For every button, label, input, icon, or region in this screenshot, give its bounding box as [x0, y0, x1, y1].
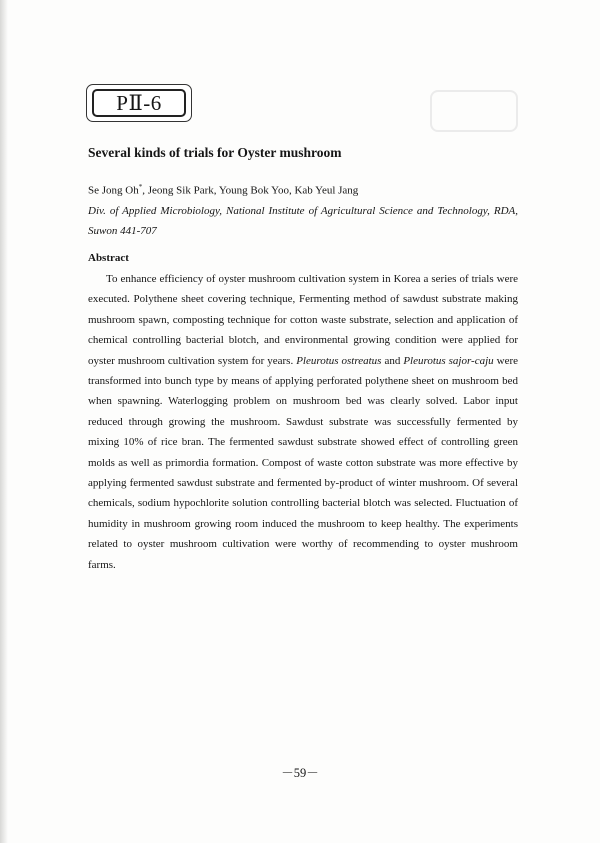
species-name: Pleurotus sajor-caju — [403, 354, 494, 367]
abstract-heading: Abstract — [88, 252, 129, 264]
other-authors: , Jeong Sik Park, Young Bok Yoo, Kab Yeul Jang — [142, 184, 359, 197]
page-edge-shadow — [0, 0, 8, 843]
bleed-through-badge — [430, 90, 518, 132]
abstract-paragraph: To enhance efficiency of oyster mushroom cultivation system in Korea a series of trials were executed. Polythene sheet covering technique, Fermenting method of sawdust substrate making mushroom spawn, composting technique for cotton waste substrate, selection and application of chemical controlling bacterial blotch, and environmental growing condition were applied for oyster mushroom cultivation system for years. Pleurotus ostreatus and Pleurotus sajor-caju were transformed into bunch type by means of applying perforated polythene sheet on mushroom bed when spawning. Waterlogging problem on mushroom bed was clearly solved. Labor input reduced through growing the mushroom. Sawdust substrate was successfully fermented by mixing 10% of rice bran. The fermented sawdust substrate showed effect of controlling green molds as well as primordia formation. Compost of waste cotton substrate was more effective by applying fermented sawdust substrate and fermented by-product of winter mushroom. Of several chemicals, sodium hypochlorite solution controlling bacterial blotch was selected. Fluctuation of humidity in mushroom growing room induced the mushroom to keep healthy. The experiments related to oyster mushroom cultivation were worthy of recommending to oyster mushroom farms. — [88, 273, 519, 571]
first-author: Se Jong Oh — [88, 184, 139, 197]
corresponding-mark: * — [138, 183, 143, 191]
abstract-body — [88, 269, 518, 575]
session-badge — [86, 84, 192, 122]
author-line — [88, 183, 358, 197]
paper-title: Several kinds of trials for Oyster mushroom — [88, 145, 342, 160]
affiliation: Div. of Applied Microbiology, National Institute of Agricultural Science and Technology, RDA, Suwon 441-707 — [88, 205, 518, 237]
page-number: －59－ — [281, 766, 319, 780]
session-badge-label: PⅡ-6 — [92, 89, 186, 117]
species-name: Pleurotus ostreatus — [296, 354, 382, 367]
